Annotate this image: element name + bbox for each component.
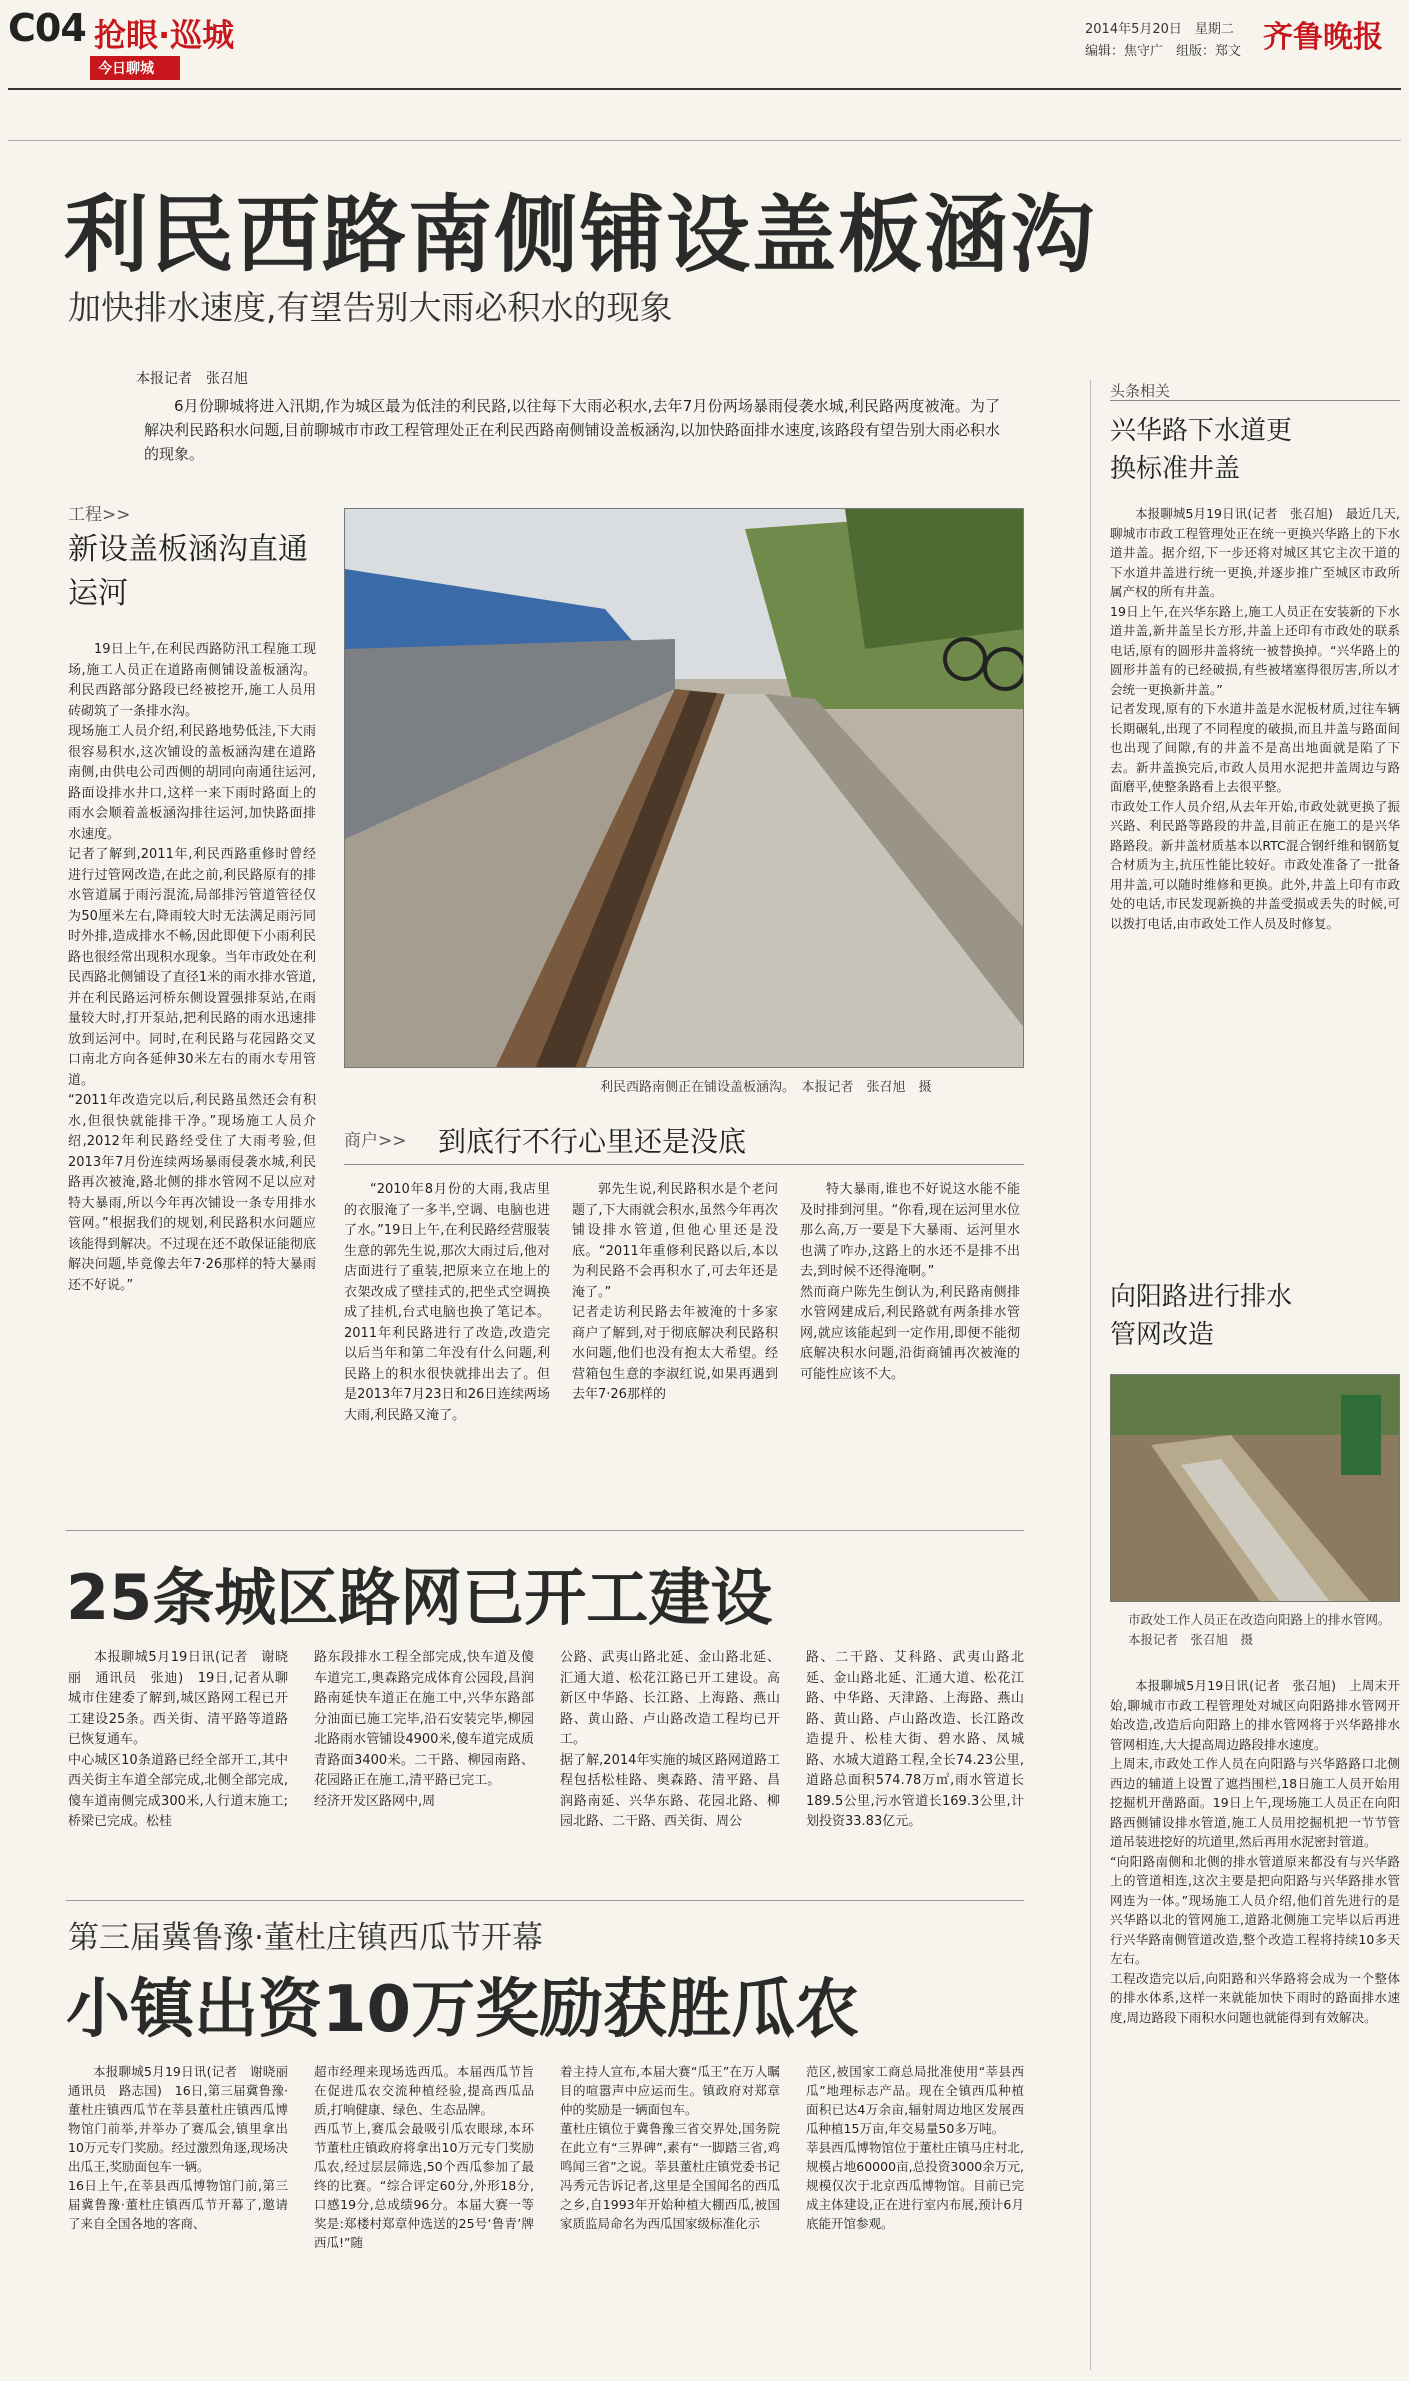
- roads-column-3: 公路、武夷山路北延、金山路北延、汇通大道、松花江路已开工建设。高新区中华路、长江路、上海路、燕山路、黄山路、卢山路改造工程均已开工。 据了解,2014年实施的城区路网道路工程包括松桂路、奥森路、清平路、昌润路南延、兴华东路、花园北路、柳园北路、二干路、西关街、周公: [560, 1650, 780, 1829]
- roads-top-rule: [66, 1530, 1024, 1531]
- lead-column-2: “2010年8月份的大雨,我店里的衣服淹了一多半,空调、电脑也进了水。”19日上午,在利民路经营服装生意的郭先生说,那次大雨过后,他对店面进行了重装,把原来立在地上的衣架改成了壁挂式的,把坐式空调换成了挂机,台式电脑也换了笔记本。2011年利民路进行了改造,改造完以后当年和第二年没有什么问题,利民路上的积水很快就排出去了。但是2013年7月23日和26日连续两场大雨,利民路又淹了。: [344, 1182, 550, 1423]
- lead-column-3: 郭先生说,利民路积水是个老问题了,下大雨就会积水,虽然今年再次铺设排水管道,但他心里还是没底。“2011年重修利民路以后,本以为利民路不会再积水了,可去年还是淹了。” 记者走访利民路去年被淹的十多家商户了解到,对于彻底解决利民路积水问题,他们也没有抱太大希望。经营箱包生意的李淑红说,如果再遇到去年7·26那样的: [572, 1182, 778, 1402]
- roads-column-1: 本报聊城5月19日讯(记者 谢晓丽 通讯员 张迪) 19日,记者从聊城市住建委了解到,城区路网工程已开工建设25条。西关街、清平路等道路已恢复通车。 中心城区10条道路已经全部开工,其中西关街主车道全部完成,北侧全部完成,傻车道南侧完成300米,人行道末施工;桥梁已完成。松桂: [68, 1650, 288, 1829]
- melon-headline: 小镇出资10万奖励获胜瓜农: [66, 1973, 860, 2047]
- section1-title: 新设盖板涵沟直通运河: [68, 532, 308, 611]
- section-title: 抢眼·巡城: [94, 16, 235, 54]
- melon-top-rule: [66, 1900, 1024, 1901]
- sidebar-divider: [1090, 380, 1091, 2370]
- newspaper-logo: 齐鲁晚报: [1263, 20, 1383, 55]
- kicker-engineering: 工程>>: [68, 505, 131, 525]
- photo-caption: 利民西路南侧正在铺设盖板涵沟。 本报记者 张召旭 摄: [600, 1080, 932, 1095]
- lead-column-1: 19日上午,在利民西路防汛工程施工现场,施工人员正在道路南侧铺设盖板涵沟。利民西路部分路段已经被挖开,施工人员用砖砌筑了一条排水沟。 现场施工人员介绍,利民路地势低洼,下大雨很容易积水,这次铺设的盖板涵沟建在道路南侧,由供电公司西侧的胡同向南通往运河,路面设排水井口,这样一来下雨时路面上的雨水会顺着盖板涵沟排往运河,加快路面排水速度。 记者了解到,2011年,利民西路重修时曾经进行过管网改造,在此之前,利民路原有的排水管道属于雨污混流,局部排污管道管径仅为50厘米左右,降雨较大时无法满足雨污同时外排,造成排水不畅,因此即便下小雨利民路也很经常出现积水现象。当年市政处在利民西路北侧铺设了直径1米的雨水排水管道,并在利民路运河桥东侧设置强排泵站,在雨量较大时,打开泵站,把利民路的雨水迅速排放到运河中。同时,在利民路与花园路交叉口南北方向各延伸30米左右的雨水专用管道。 “2011年改造完以后,利民路虽然还会有积水,但很快就能排干净。”现场施工人员介绍,2012年利民路经受住了大雨考验,但2013年7月份连续两场暴雨侵袭水城,利民路再次被淹,路北侧的排水管网不足以应对特大暴雨,所以今年再次铺设一条专用排水管网。”根据我们的规划,利民路积水问题应该能得到解决。不过现在还不敢保证能彻底解决问题,毕竟像去年7·26那样的特大暴雨还不好说。”: [68, 642, 316, 1293]
- pipe-photo-caption: 市政处工作人员正在改造向阳路上的排水管网。 本报记者 张召旭 摄: [1128, 1612, 1409, 1647]
- sidebar-story2-text: 本报聊城5月19日讯(记者 张召旭) 上周末开始,聊城市市政工程管理处对城区向阳路排水管网开始改造,改造后向阳路上的排水管网将于兴华路排水管网相连,大大提高周边路段排水速度。 上周末,市政处工作人员在向阳路与兴华路路口北侧西边的辅道上设置了遮挡围栏,18日施工人员开始用挖掘机开凿路面。19日上午,现场施工人员正在向阳路西侧铺设排水管道,施工人员用挖掘机把一节节管道吊装进挖好的坑道里,然后再用水泥密封管道。 “向阳路南侧和北侧的排水管道原来都没有与兴华路上的管道相连,这次主要是把向阳路与兴华路排水管网连为一体。”现场施工人员介绍,他们首先进行的是兴华路以北的管网施工,道路北侧施工完毕以后再进行兴华路南侧管道改造,整个改造工程将持续10多天左右。 工程改造完以后,向阳路和兴华路将会成为一个整体的排水体系,这样一来就能加快下雨时的路面排水速度,周边路段下雨积水问题也就能得到有效解决。: [1110, 1678, 1400, 2025]
- lead-byline: 本报记者 张召旭: [136, 371, 248, 387]
- masthead-rule: [8, 88, 1401, 90]
- melon-column-2: 超市经理来现场选西瓜。本届西瓜节旨在促进瓜农交流种植经验,提高西瓜品质,打响健康、绿色、生态品牌。 西瓜节上,赛瓜会最吸引瓜农眼球,本环节董杜庄镇政府将拿出10万元专门奖励瓜农,经过层层筛选,50个西瓜参加了最终的比赛。“综合评定60分,外形18分,口感19分,总成绩96分。本届大赛一等奖是:郑楼村郑章仲选送的25号‘鲁青’牌西瓜!”随: [314, 2064, 534, 2250]
- pipe-photo-art: [1111, 1375, 1400, 1602]
- lead-subheadline: 加快排水速度,有望告别大雨必积水的现象: [68, 288, 673, 327]
- editor-credit: 编辑：焦守广 组版：郑文: [1085, 44, 1242, 59]
- construction-photo: [344, 508, 1024, 1068]
- melon-column-3: 着主持人宣布,本届大赛“瓜王”在万人瞩目的喧嚣声中应运而生。镇政府对郑章仲的奖励是一辆面包车。 董杜庄镇位于冀鲁豫三省交界处,国务院在此立有“三界碑”,素有“一脚踏三省,鸡鸣闻三省”之说。莘县董杜庄镇党委书记冯秀元告诉记者,这里是全国闻名的西瓜之乡,自1993年开始种植大棚西瓜,被国家质监局命名为西瓜国家级标准化示: [560, 2064, 780, 2231]
- issue-date: 2014年5月20日 星期二: [1085, 22, 1234, 37]
- sidebar-story1-title: 兴华路下水道更换标准井盖: [1110, 416, 1293, 484]
- sidebar-label: 头条相关: [1110, 382, 1171, 400]
- section2-rule: [344, 1164, 1024, 1165]
- subsection-label: 今日聊城: [98, 61, 154, 77]
- roads-column-2: 路东段排水工程全部完成,快车道及傻车道完工,奥森路完成体育公园段,昌润路南延快车道正在施工中,兴华东路部分油面已施工完毕,沿石安装完毕,柳园北路雨水管铺设4900米,傻车道完成质青路面3400米。二干路、柳园南路、花园路正在施工,清平路已完工。 经济开发区路网中,周: [314, 1650, 534, 1809]
- section2-title: 到底行不行心里还是没底: [438, 1125, 747, 1158]
- lead-intro: 6月份聊城将进入汛期,作为城区最为低洼的利民路,以往每下大雨必积水,去年7月份两场暴雨侵袭水城,利民路两度被淹。为了解决利民路积水问题,目前聊城市市政工程管理处正在利民西路南侧铺设盖板涵沟,以加快路面排水速度,该路段有望告别大雨必积水的现象。: [144, 397, 1000, 463]
- lead-column-4: 特大暴雨,谁也不好说这水能不能及时排到河里。“你看,现在运河里水位那么高,万一要是下大暴雨、运河里水也满了咋办,这路上的水还不是排不出去,到时候不还得淹啊。” 然而商户陈先生倒认为,利民路南侧排水管网建成后,利民路就有两条排水管网,就应该能起到一定作用,即便不能彻底解决积水问题,沿街商铺再次被淹的可能性应该不大。: [800, 1182, 1020, 1382]
- masthead-rule-thin: [8, 140, 1401, 141]
- melon-column-4: 范区,被国家工商总局批准使用“莘县西瓜”地理标志产品。现在全镇西瓜种植面积已达4万余亩,辐射周边地区发展西瓜种植15万亩,年交易量50多万吨。 莘县西瓜博物馆位于董杜庄镇马庄村北,规模占地60000亩,总投资3000余万元,规模仅次于北京西瓜博物馆。目前已完成主体建设,正在进行室内布展,预计6月底能开馆参观。: [806, 2064, 1024, 2231]
- melon-column-1: 本报聊城5月19日讯(记者 谢晓丽 通讯员 路志国) 16日,第三届冀鲁豫·董杜庄镇西瓜节在莘县董杜庄镇西瓜博物馆门前举,并举办了赛瓜会,镇里拿出10万元专门奖励。经过激烈角逐,现场决出瓜王,奖励面包车一辆。 16日上午,在莘县西瓜博物馆门前,第三届冀鲁豫·董杜庄镇西瓜节开幕了,邀请了来自全国各地的客商、: [68, 2064, 288, 2231]
- lead-headline: 利民西路南侧铺设盖板涵沟: [64, 186, 1097, 284]
- sidebar-story1-text: 本报聊城5月19日讯(记者 张召旭) 最近几天,聊城市市政工程管理处正在统一更换兴华路上的下水道井盖。据介绍,下一步还将对城区其它主次干道的下水道井盖进行统一更换,并逐步推广至城区市政所属产权的所有井盖。 19日上午,在兴华东路上,施工人员正在安装新的下水道井盖,新井盖呈长方形,井盖上还印有市政处的联系电话,原有的圆形井盖将统一被替换掉。“兴华路上的圆形井盖有的已经破损,有些被堵塞得很厉害,所以才会统一更换新井盖。” 记者发现,原有的下水道井盖是水泥板材质,过往车辆长期碾轧,出现了不同程度的破损,而且井盖与路面间也出现了间隙,有的井盖不是高出地面就是陷了下去。新井盖换完后,市政人员用水泥把井盖周边与路面磨平,使整条路看上去很平整。 市政处工作人员介绍,从去年开始,市政处就更换了振兴路、利民路等路段的井盖,目前正在施工的是兴华路路段。新井盖材质基本以RTC混合钢纤维和钢筋复合材质为主,抗压性能比较好。市政处准备了一批备用井盖,可以随时维修和更换。此外,井盖上印有市政处的电话,市民发现新换的井盖受损或丢失的时候,可以拨打电话,由市政处工作人员及时修复。: [1110, 506, 1400, 931]
- sidebar-label-rule: [1110, 400, 1400, 401]
- construction-photo-art: [345, 509, 1024, 1068]
- melon-kicker: 第三届冀鲁豫·董杜庄镇西瓜节开幕: [68, 1920, 543, 1956]
- kicker-merchants: 商户>>: [344, 1131, 407, 1151]
- pipe-photo: [1110, 1374, 1400, 1602]
- page-number: C04: [8, 6, 86, 50]
- roads-column-4: 路、二干路、艾科路、武夷山路北延、金山路北延、汇通大道、松花江路、中华路、天津路、上海路、燕山路、黄山路、卢山路改造、长江路改造提升、松桂大街、碧水路、凤城路、水城大道路工程,全长74.23公里,道路总面积574.78万㎡,雨水管道长189.5公里,污水管道长169.3公里,计划投资33.83亿元。: [806, 1650, 1024, 1829]
- roads-headline: 25条城区路网已开工建设: [66, 1561, 773, 1634]
- sidebar-story2-title: 向阳路进行排水管网改造: [1110, 1282, 1293, 1350]
